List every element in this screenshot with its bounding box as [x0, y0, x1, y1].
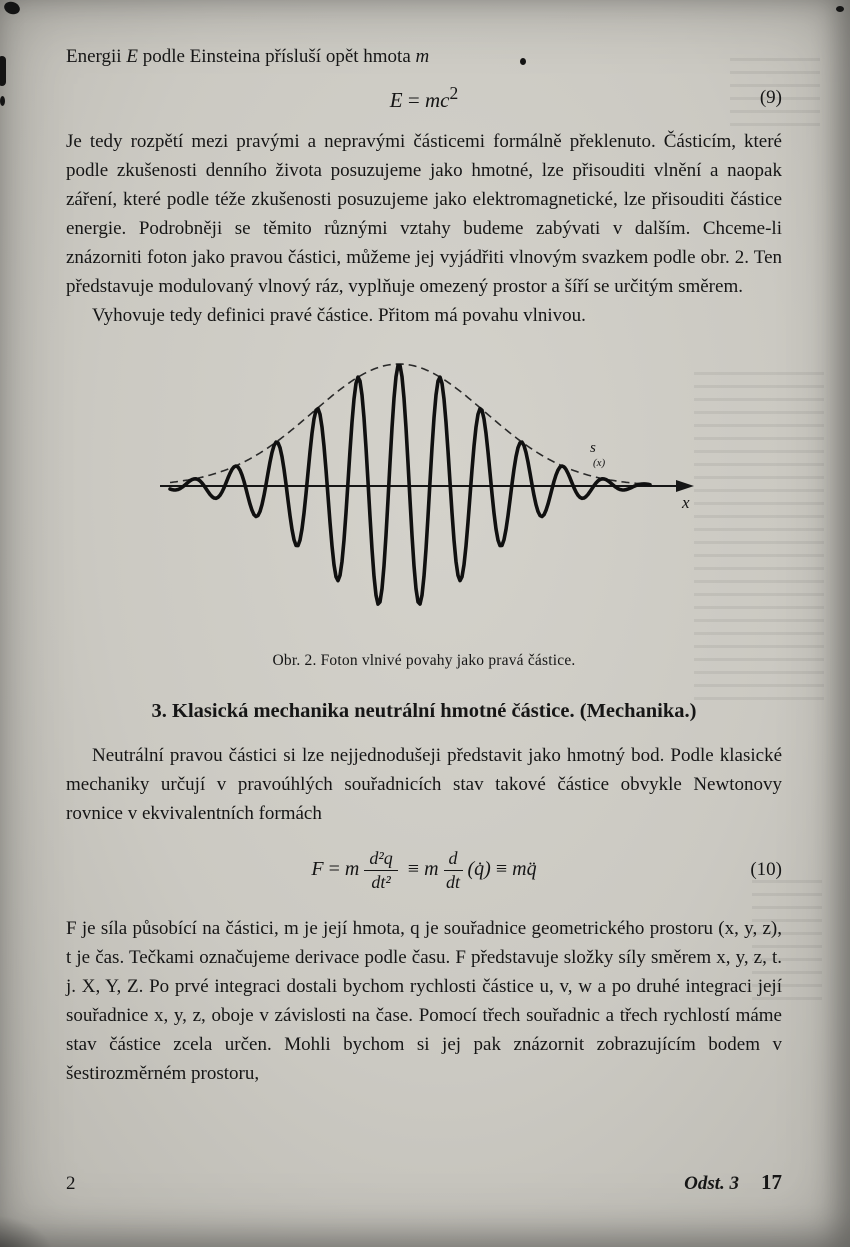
scan-artifact-edge-mark [0, 96, 5, 106]
paragraph-5: F je síla působící na částici, m je její hmota, q je souřadnice geometrického prostoru (x, y, z), t je čas. Tečkami označujeme derivace podle času. F představuje složky síly směrem x, y, z, t. j. X, Y, Z. Po prvé integraci dostali bychom rychlosti částice u, v, w a po druhé integraci její souřadnice x, y, z, oboje v závislosti na čase. Pomocí třech souřadnic a třech rychlostí máme stav částice zcela určen. Mohli bychom si jej pak znázornit zobrazujícím bodem v šestirozměrném prostoru, [66, 918, 782, 1085]
eq10-qdot: (q̇) [467, 857, 491, 880]
page-content [66, 42, 782, 1088]
intro-text-mid: podle Einsteina přísluší opět hmota [137, 46, 416, 67]
figure-caption: Obr. 2. Foton vlnivé povahy jako pravá částice. [272, 652, 576, 669]
equation-9 [66, 83, 782, 113]
eq10-equals: = [323, 857, 345, 880]
variable-m: m [415, 46, 430, 67]
paragraph-3: Vyhovuje tedy definici pravé částice. Přitom má povahu vlnivou. [92, 305, 586, 326]
equation-10-number: (10) [750, 859, 782, 881]
x-axis-arrow-icon [676, 480, 694, 492]
paragraph-4: Neutrální pravou částici si lze nejjednodušeji představit jako hmotný bod. Podle klasické mechaniky určují v pravoúhlých souřadnicích stav takové částice obvykle Newtonovy rovnice v ekvivalentních formách [66, 745, 782, 824]
eq9-base: mc [424, 88, 450, 112]
eq10-m2: m [424, 857, 439, 880]
scan-artifact-speck [836, 6, 844, 12]
figure-wave-packet [66, 336, 782, 670]
variable-E: E [126, 46, 138, 67]
page-number-left: 2 [66, 1173, 76, 1194]
equation-10 [66, 848, 782, 892]
envelope-path [170, 364, 650, 484]
footer-section-ref: Odst. 3 [684, 1173, 739, 1194]
wave-packet-svg [144, 336, 704, 638]
eq9-lhs: E [389, 88, 403, 112]
eq10-identity-1: ≡ [402, 857, 425, 880]
figure-axis-label: x [682, 493, 690, 512]
eq10-fraction-2: $\frac{d}{dt}$ [444, 848, 463, 892]
equation-9-number: (9) [759, 87, 782, 108]
page-number-right: 17 [761, 1170, 782, 1194]
page-footer [66, 1170, 782, 1195]
eq10-m1: m [344, 857, 360, 880]
paragraph-intro [66, 42, 782, 71]
wave-path [170, 365, 650, 604]
equation-10-formula [311, 848, 537, 892]
paragraph-2: Je tedy rozpětí mezi pravými a nepravými částicemi formálně překlenuto. Částicím, které podle zkušenosti denního života posuzujeme jako hmotné, lze přisouditi vlnění a naopak záření, které podle téže zkušenosti posuzujeme jako elektromagnetické, lze přisouditi částice energie. Podrobněji se těmito různými vztahy budeme zabývati v dalším. Chceme-li znázorniti foton jako pravou částici, můžeme jej vyjádřiti vlnovým svazkem podle obr. 2. Ten představuje modulovaný vlnový ráz, vyplňuje omezený prostor a šíří se určitým směrem. [66, 131, 782, 297]
scan-artifact-edge-mark [0, 56, 6, 86]
scan-artifact-ink-blot [3, 0, 22, 16]
scan-artifact-smudge [0, 1215, 54, 1247]
eq9-equals: = [402, 88, 425, 112]
eq10-lhs: F [311, 857, 324, 880]
eq10-fraction-1: $\frac{\text{d²q}}{\text{dt²}}$ [364, 848, 397, 892]
eq10-mqddot: mq̈ [512, 857, 537, 880]
footer-right [684, 1170, 782, 1195]
equation-9-formula [389, 83, 459, 112]
section-heading: 3. Klasická mechanika neutrální hmotné částice. (Mechanika.) [151, 700, 697, 722]
eq10-identity-2: ≡ [490, 857, 513, 880]
intro-text-pre: Energii [66, 46, 127, 67]
curve-label: s (x) [590, 440, 606, 469]
eq9-exponent: 2 [449, 83, 459, 103]
